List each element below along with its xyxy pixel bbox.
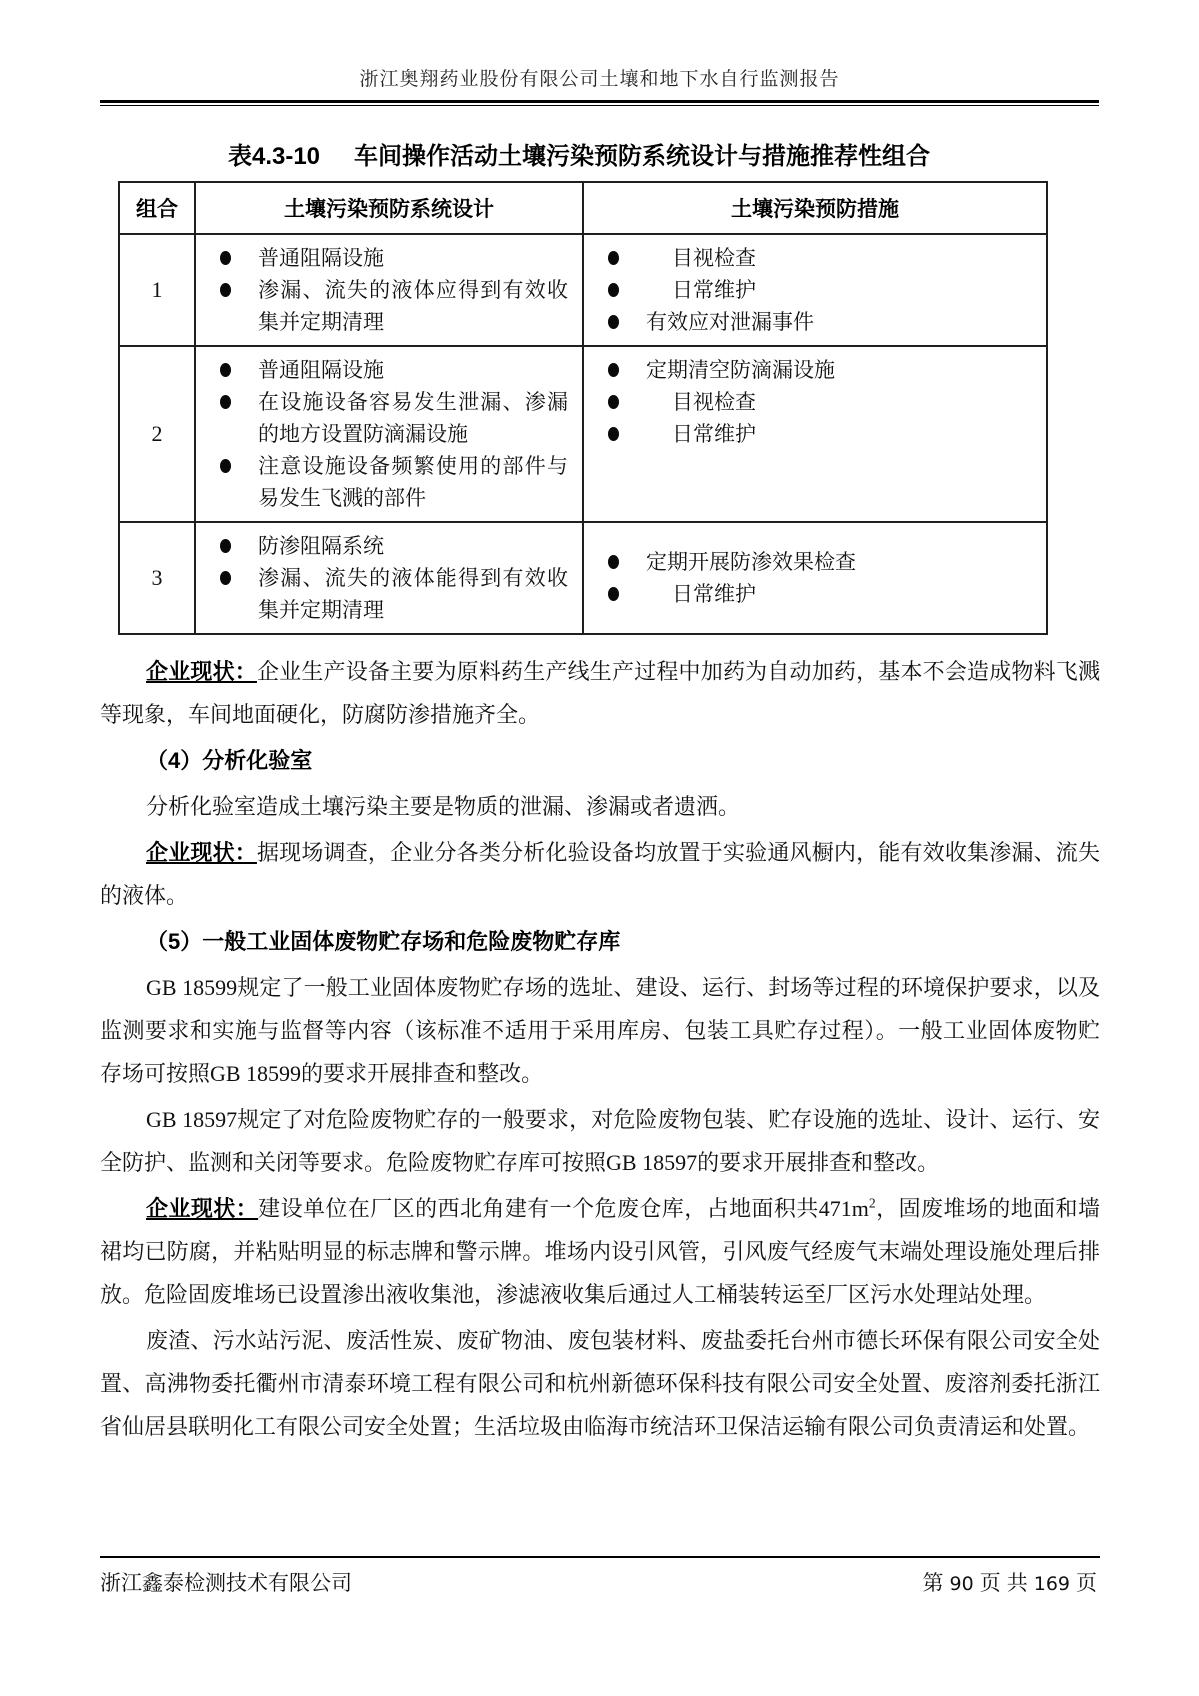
list-item-text: 渗漏、流失的液体能得到有效收集并定期清理 [258, 566, 568, 622]
paragraph-text: 废渣、污水站污泥、废活性炭、废矿物油、废包装材料、废盐委托台州市德长环保有限公司安全处置、高沸物委托衢州市清泰环境工程有限公司和杭州新德环保科技有限公司安全处置、废溶剂委托浙江省仙居县联明化工有限公司安全处置；生活垃圾由临海市统洁环卫保洁运输有限公司负责清运和处置。 [100, 1328, 1100, 1439]
footer-page-suffix: 页 [1076, 1571, 1097, 1595]
section-heading [100, 920, 1100, 963]
list-item [196, 386, 582, 450]
table-row [119, 346, 1047, 522]
bullet-list [196, 242, 582, 338]
paragraph-text: ，固废堆场的地面和墙裙均已防腐，并粘贴明显的标志牌和警示牌。堆场内设引风管，引风废气经废气末端处理设施处理后排放。危险固废堆场已设置渗出液收集池，渗滤液收集后通过人工桶装转运至厂区污水处理站处理。 [100, 1196, 1100, 1307]
table-caption [118, 136, 1040, 171]
list-item [196, 562, 582, 626]
column-header: 土壤污染预防系统设计 [195, 182, 583, 234]
bullet-icon [220, 459, 231, 473]
bullet-list [196, 530, 582, 626]
list-item-text: 防渗阻隔系统 [258, 534, 384, 558]
paragraph [100, 1187, 1100, 1316]
cell-measures [583, 522, 1047, 634]
list-item-text: 在设施设备容易发生泄漏、渗漏的地方设置防滴漏设施 [258, 390, 568, 446]
bullet-icon [608, 283, 619, 297]
paragraph-text: 企业生产设备主要为原料药生产线生产过程中加药为自动加药，基本不会造成物料飞溅等现象，车间地面硬化，防腐防渗措施齐全。 [100, 659, 1100, 727]
bullet-icon [608, 427, 619, 441]
list-item-text: 注意设施设备频繁使用的部件与易发生飞溅的部件 [258, 454, 568, 510]
footer-page-total: 169 [1033, 1573, 1070, 1595]
list-item [584, 418, 1046, 450]
paragraph [100, 831, 1100, 917]
table-row [119, 234, 1047, 346]
bullet-list [584, 546, 1046, 610]
cell-group: 3 [119, 522, 195, 634]
list-item [584, 242, 1046, 274]
paragraph-lead: 企业现状： [146, 659, 257, 684]
list-item [584, 306, 1046, 338]
list-item [196, 530, 582, 562]
column-header: 组合 [119, 182, 195, 234]
page-header [0, 0, 1199, 106]
paragraph [100, 785, 1100, 828]
cell-measures [583, 234, 1047, 346]
paragraph [100, 650, 1100, 736]
header-rule [100, 100, 1099, 106]
list-item [584, 546, 1046, 578]
paragraph-lead: 企业现状： [146, 840, 257, 865]
list-item-text: 日常维护 [672, 422, 756, 446]
bullet-icon [608, 251, 619, 265]
list-item [196, 354, 582, 386]
cell-design [195, 522, 583, 634]
list-item-text: 定期清空防滴漏设施 [646, 358, 835, 382]
list-item [584, 578, 1046, 610]
bullet-list [584, 242, 1046, 338]
paragraph-text: （4）分析化验室 [146, 748, 313, 773]
footer-page-mid2: 共 [1006, 1571, 1028, 1595]
list-item-text: 定期开展防渗效果检查 [646, 550, 856, 574]
page-footer [100, 1556, 1100, 1597]
bullet-icon [220, 363, 231, 377]
list-item [584, 354, 1046, 386]
paragraph-text: 据现场调查，企业分各类分析化验设备均放置于实验通风橱内，能有效收集渗漏、流失的液体。 [100, 840, 1100, 908]
list-item-text: 普通阻隔设施 [258, 358, 384, 382]
list-item-text: 目视检查 [672, 390, 756, 414]
list-item [196, 450, 582, 514]
list-item-text: 渗漏、流失的液体应得到有效收集并定期清理 [258, 278, 568, 334]
list-item-text: 日常维护 [672, 582, 756, 606]
bullet-list [584, 354, 1046, 450]
superscript: 2 [868, 1195, 876, 1211]
bullet-icon [220, 395, 231, 409]
cell-design [195, 234, 583, 346]
cell-group: 1 [119, 234, 195, 346]
paragraph-lead: 企业现状： [146, 1196, 259, 1221]
bullet-icon [220, 571, 231, 585]
bullet-icon [220, 251, 231, 265]
bullet-list [196, 354, 582, 514]
column-header: 土壤污染预防措施 [583, 182, 1047, 234]
list-item-text: 普通阻隔设施 [258, 246, 384, 270]
paragraph-text: 分析化验室造成土壤污染主要是物质的泄漏、渗漏或者遗洒。 [146, 794, 741, 819]
footer-page-number [920, 1567, 1100, 1597]
paragraph [100, 1319, 1100, 1448]
list-item [584, 386, 1046, 418]
section-heading [100, 739, 1100, 782]
bullet-icon [220, 539, 231, 553]
table-row [119, 522, 1047, 634]
list-item [196, 274, 582, 338]
content [100, 650, 1100, 1448]
paragraph-text: 建设单位在厂区的西北角建有一个危废仓库，占地面积共471m [258, 1196, 869, 1221]
list-item-text: 有效应对泄漏事件 [646, 310, 814, 334]
table-caption-label: 表4.3-10 [227, 143, 321, 170]
bullet-icon [608, 315, 619, 329]
table-caption-title: 车间操作活动土壤污染预防系统设计与措施推荐性组合 [354, 143, 931, 170]
footer-company: 浙江鑫泰检测技术有限公司 [100, 1571, 352, 1595]
paragraph [100, 966, 1100, 1095]
cell-group: 2 [119, 346, 195, 522]
prevention-table-body [119, 234, 1047, 634]
list-item-text: 日常维护 [672, 278, 756, 302]
bullet-icon [608, 363, 619, 377]
paragraph-text: GB 18597规定了对危险废物贮存的一般要求，对危险废物包装、贮存设施的选址、设计、运行、安全防护、监测和关闭等要求。危险废物贮存库可按照GB 18597的要求开展排查和整改。 [100, 1107, 1100, 1175]
bullet-icon [608, 555, 619, 569]
footer-page-prefix: 第 [922, 1571, 944, 1595]
cell-measures [583, 346, 1047, 522]
list-item [584, 274, 1046, 306]
bullet-icon [220, 283, 231, 297]
paragraph-text: （5）一般工业固体废物贮存场和危险废物贮存库 [146, 929, 621, 954]
prevention-table [118, 181, 1048, 635]
table-header-row [119, 182, 1047, 234]
bullet-icon [608, 587, 619, 601]
footer-page-mid1: 页 [979, 1571, 1001, 1595]
paragraph [100, 1098, 1100, 1184]
cell-design [195, 346, 583, 522]
paragraph-text: GB 18599规定了一般工业固体废物贮存场的选址、建设、运行、封场等过程的环境保护要求，以及监测要求和实施与监督等内容（该标准不适用于采用库房、包装工具贮存过程）。一般工业固体废物贮存场可按照GB 18599的要求开展排查和整改。 [100, 975, 1100, 1086]
header-title: 浙江奥翔药业股份有限公司土壤和地下水自行监测报告 [359, 69, 840, 90]
list-item [196, 242, 582, 274]
footer-page-current: 90 [949, 1573, 974, 1595]
list-item-text: 目视检查 [672, 246, 756, 270]
bullet-icon [608, 395, 619, 409]
